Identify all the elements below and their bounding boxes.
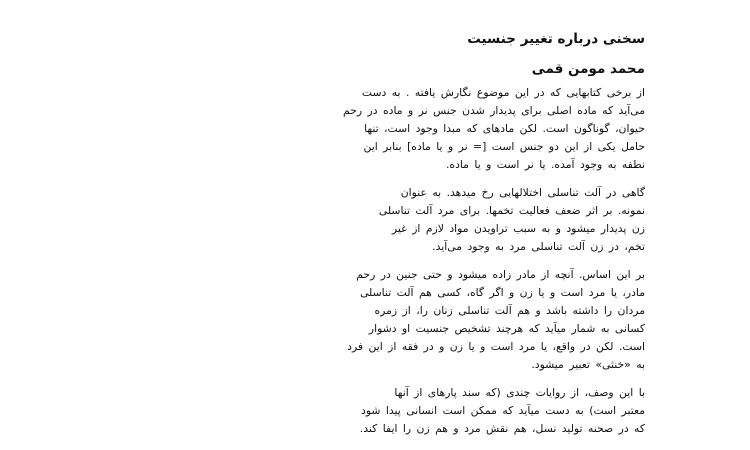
text-line: است. لکن در واقع، یا مرد است و یا زن و در فقه از این فرد (347, 340, 645, 353)
document-title: سخنی درباره تغییر جنسیت (467, 31, 645, 47)
text-line: گاهی در آلت تناسلی اختلالهایی رخ میدهد. به عنوان (400, 186, 645, 199)
text-line: مردان را داشته باشد و هم آلت تناسلی زنان را، از زمره (374, 304, 645, 317)
text-line: که در صحنه تولید نسل، هم نقش مرد و هم زن را ایفا کند. (359, 422, 645, 435)
author-name: محمد مومن قمی (531, 61, 645, 77)
text-line: مادر، یا مرد است و یا زن و اگر گاه، کسی هم آلت تناسلی (360, 286, 645, 299)
document-page (120, 30, 645, 448)
text-line: معتبر است) به دست میآید که ممکن است انسانی پیدا شود (361, 404, 645, 417)
text-line: حیوان، گوناگون است. لکن مادهای که مبدا وجود است، تنها (364, 122, 645, 135)
text-line: تخم، در زن آلت تناسلی مرد به وجود می‌آید. (432, 240, 645, 253)
text-line: زن پدیدار میشود و به سبب تراویدن مواد لازم از غیر (391, 222, 645, 235)
text-line: کسانی به شمار میآید که هرچند تشخیص جنسیت او دشوار (368, 322, 645, 335)
paragraph-2 (120, 184, 645, 256)
paragraph-4 (120, 384, 645, 438)
text-line: حامل یکی از این دو جنس است [= نر و یا ماده] بنابر این (363, 140, 645, 153)
text-line: به «خنثی» تعبیر میشود. (531, 358, 645, 371)
paragraph-1 (120, 84, 645, 174)
text-line: نمونه. بر اثر ضعف فعالیت تخمها. برای مرد آلت تناسلی (378, 204, 645, 217)
text-line: از برخی کتابهایی که در این موضوع نگارش یافته . به دست (361, 86, 645, 99)
text-line: بر این اساس. آنچه از مادر زاده میشود و حتی جنین در رحم (356, 268, 645, 281)
text-line: نطفه به وجود آمده. یا نر است و یا ماده. (446, 158, 645, 171)
paragraph-3 (120, 266, 645, 374)
text-line: می‌آید که ماده اصلی برای پدیدار شدن جنس نر و ماده در رحم (343, 104, 645, 117)
text-line: با این وصف، از روایات چندی (که سند پارهای از آنها (394, 386, 645, 399)
